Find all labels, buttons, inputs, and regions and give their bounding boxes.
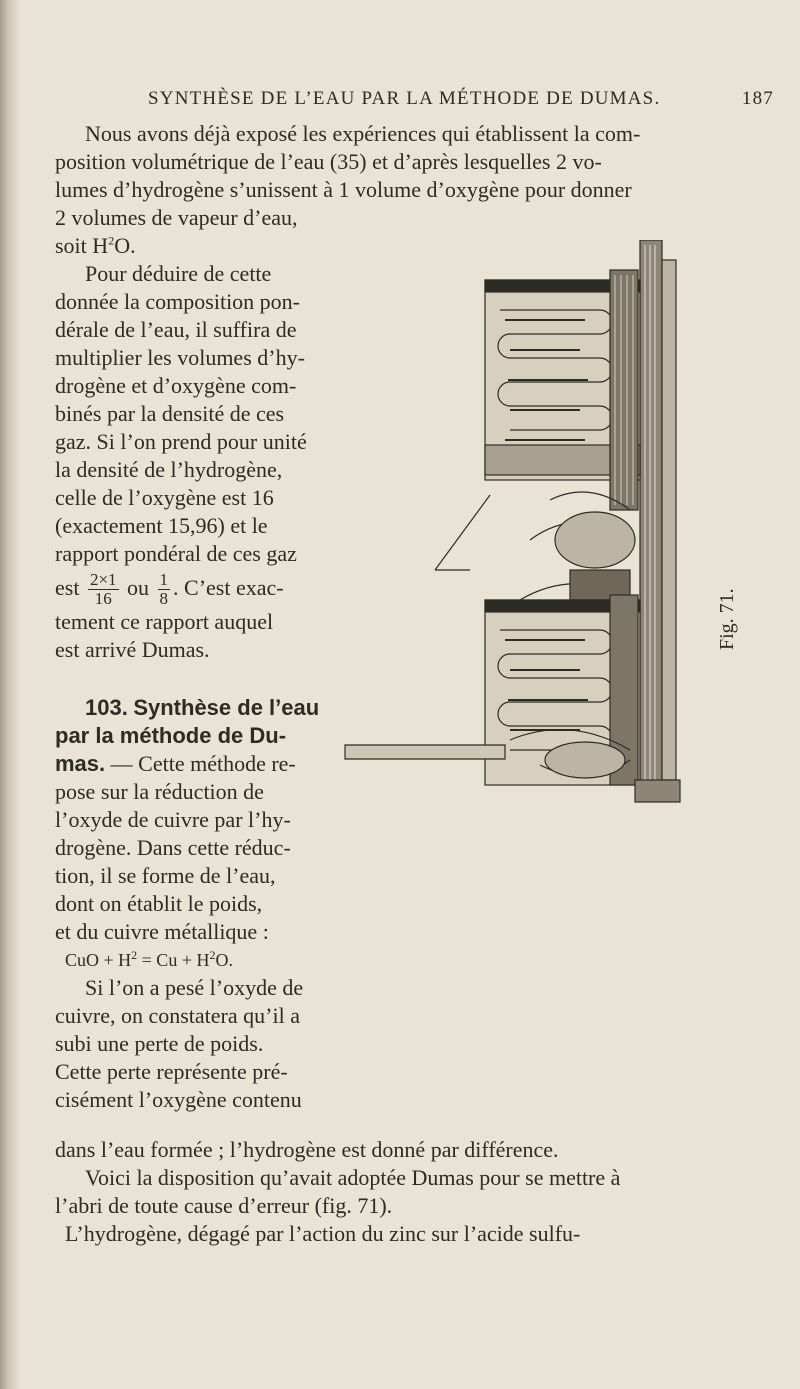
text-line: Si l’on a pesé l’oxyde de [85, 975, 304, 1000]
text-line: L’hydrogène, dégagé par l’action du zinc sur l’acide sulfu- [65, 1221, 581, 1246]
fraction-1 [88, 571, 119, 608]
fraction-prefix: est [55, 575, 80, 600]
text-line: l’abri de toute cause d’erreur (fig. 71). [55, 1193, 393, 1218]
fraction-2 [158, 571, 171, 608]
text-line: pose sur la réduction de [55, 779, 264, 804]
text-line: soit $H^2O$. [55, 233, 136, 258]
text-line: drogène. Dans cette réduc- [55, 835, 291, 860]
section-heading-line [55, 694, 345, 722]
running-title: SYNTHÈSE DE L’EAU PAR LA MÉTHODE DE DUMAS. [148, 88, 661, 109]
section-text-start: — Cette méthode re- [110, 751, 296, 776]
text-line: (exactement 15,96) et le [55, 513, 268, 538]
text-line: dérale de l’eau, il suffira de [55, 317, 297, 342]
intro-paragraph [55, 120, 790, 204]
text-line: tement ce rapport auquel [55, 609, 274, 635]
section-title-end [55, 750, 345, 778]
text-line: Pour déduire de cette [85, 261, 272, 286]
text-line: gaz. Si l’on prend pour unité [55, 429, 307, 454]
text-line: binés par la densité de ces [55, 401, 285, 426]
chemical-formula: CuO + $H^2 = Cu + H^2O$. [65, 948, 233, 970]
fraction-suffix: . C’est exac- [173, 575, 284, 600]
fraction-numerator: 2×1 [89, 570, 117, 590]
page-number: 187 [741, 88, 774, 109]
text-line: et du cuivre métallique : [55, 919, 269, 944]
text-line: Cette perte représente pré- [55, 1059, 288, 1084]
section-title-tail: mas. [55, 751, 106, 776]
intro-paragraph-end [55, 204, 345, 260]
fraction-middle: ou [127, 575, 150, 600]
running-head [148, 88, 788, 110]
text-line: dont on établit le poids, [55, 891, 263, 916]
tail-paragraph [55, 1136, 790, 1248]
text-line: la densité de l’hydrogène, [55, 457, 283, 482]
text-line: subi une perte de poids. [55, 1031, 264, 1056]
text-line: cuivre, on constatera qu’il a [55, 1003, 300, 1028]
section-number: 103. [85, 695, 128, 720]
text-line: cisément l’oxygène contenu [55, 1087, 302, 1112]
fraction-line [55, 568, 345, 608]
text-line: rapport pondéral de ces gaz [55, 541, 297, 566]
section-title-cont: par la méthode de Du- [55, 723, 287, 748]
section-title: Synthèse de l’eau [133, 695, 320, 720]
fraction-denominator: 16 [94, 589, 112, 609]
fraction-numerator: 1 [159, 570, 169, 590]
figure-label: Fig. 71. [716, 588, 738, 650]
text-line: multiplier les volumes d’hy- [55, 345, 305, 370]
fraction-denominator: 8 [159, 589, 169, 609]
text-line: tion, il se forme de l’eau, [55, 863, 276, 888]
text-line: est arrivé Dumas. [55, 637, 210, 663]
text-line: Nous avons déjà exposé les expériences qui établissent la com- [85, 121, 641, 146]
text-line: lumes d’hydrogène s’unissent à 1 volume d’oxygène pour donner [55, 177, 632, 202]
book-binding-edge [0, 0, 20, 1389]
text-line: Voici la disposition qu’avait adoptée Dumas pour se mettre à [85, 1165, 621, 1190]
paragraph-ponderal [55, 260, 345, 664]
text-line: celle de l’oxygène est 16 [55, 485, 274, 510]
text-line: position volumétrique de l’eau (35) et d’après lesquelles 2 vo- [55, 149, 602, 174]
text-line: 2 volumes de vapeur d’eau, [55, 205, 298, 230]
text-line: dans l’eau formée ; l’hydrogène est donné par différence. [55, 1137, 559, 1162]
text-line: l’oxyde de cuivre par l’hy- [55, 807, 291, 832]
text-line: donnée la composition pon- [55, 289, 301, 314]
section-103 [55, 694, 345, 1114]
dumas-apparatus-figure [340, 240, 705, 810]
text-line: drogène et d’oxygène com- [55, 373, 297, 398]
